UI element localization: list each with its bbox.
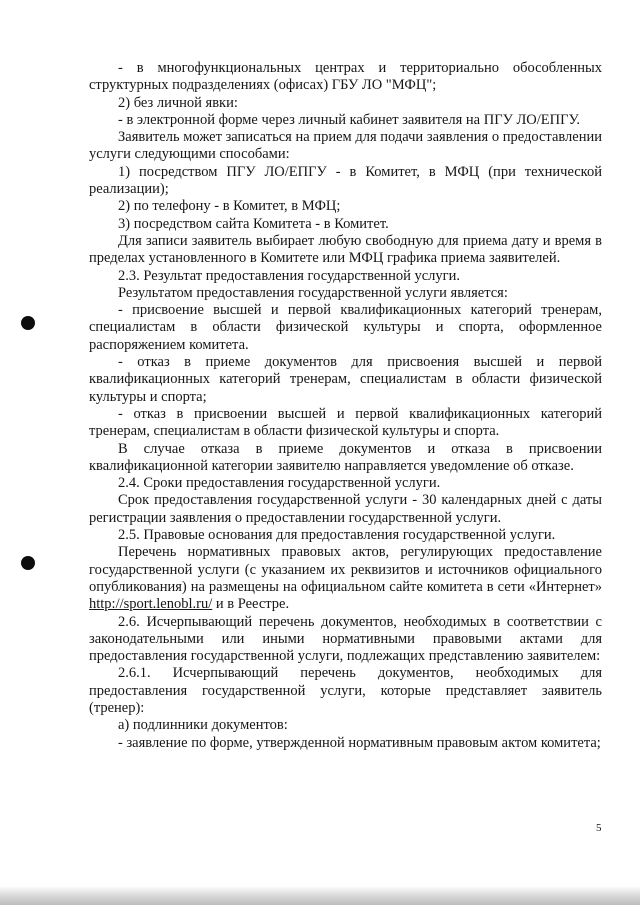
paragraph: 1) посредством ПГУ ЛО/ЕПГУ - в Комитет, в МФЦ (при технической реализации); [89,163,602,198]
binder-hole [21,316,35,330]
paragraph-legal-acts [89,544,602,613]
paragraph: - заявление по форме, утвержденной нормативным правовым актом комитета; [118,734,601,751]
legal-text-before: Перечень нормативных правовых актов, регулирующих предоставление государственной услуги (с указанием их реквизитов и источников официального опубликования) на размещены на официальном сайте комитета в сети «Интернет» [89,544,602,595]
section-heading: 2.5. Правовые основания для предоставления государственной услуги. [118,527,556,544]
paragraph: 2.6. Исчерпывающий перечень документов, необходимых в соответствии с законодательными или иными нормативными правовыми актами для предоставления государственной услуги, подлежащих представлению заявителем: [89,613,602,665]
paragraph: 2) по телефону - в Комитет, в МФЦ; [118,198,341,215]
paragraph: Для записи заявитель выбирает любую свободную для приема дату и время в пределах установленного в Комитете или МФЦ графика приема заявителей. [89,232,602,267]
paragraph: - отказ в присвоении высшей и первой квалификационных категорий тренерам, специалистам в области физической культуры и спорта. [89,405,602,440]
paragraph: Срок предоставления государственной услуги - 30 календарных дней с даты регистрации заявления о предоставлении государственной услуги. [89,492,602,526]
paragraph: 3) посредством сайта Комитета - в Комитет. [118,215,389,232]
section-heading: 2.4. Сроки предоставления государственной услуги. [118,475,441,492]
paragraph: В случае отказа в приеме документов и отказа в присвоении квалификационной категории заявителю направляется уведомление об отказе. [89,440,602,474]
paragraph: а) подлинники документов: [118,717,288,734]
legal-text-after: и в Реестре. [212,596,290,613]
page-number: 5 [596,822,602,834]
paragraph: 2) без личной явки: [118,94,238,111]
paragraph: - присвоение высшей и первой квалификационных категорий тренерам, специалистам в области физической культуры и спорта, оформленное распоряжением комитета. [89,302,602,353]
scan-bottom-edge [0,886,640,905]
paragraph: - отказ в приеме документов для присвоения высшей и первой квалификационных категорий тренерам, специалистам в области физической культуры и спорта; [89,354,602,405]
section-heading: 2.3. Результат предоставления государственной услуги. [118,267,460,284]
binder-hole [21,556,35,570]
paragraph: - в электронной форме через личный кабинет заявителя на ПГУ ЛО/ЕПГУ. [118,111,581,128]
paragraph: Заявитель может записаться на прием для подачи заявления о предоставлении услуги следующими способами: [89,129,602,163]
paragraph: 2.6.1. Исчерпывающий перечень документов, необходимых для предоставления государственной услуги, которые представляет заявитель (тренер): [89,665,602,716]
document-body [89,60,602,752]
paragraph: - в многофункциональных центрах и территориально обособленных структурных подразделениях (офисах) ГБУ ЛО "МФЦ"; [89,60,602,94]
sport-site-link[interactable]: http://sport.lenobl.ru/ [89,596,213,613]
paragraph: Результатом предоставления государственной услуги является: [118,284,508,301]
